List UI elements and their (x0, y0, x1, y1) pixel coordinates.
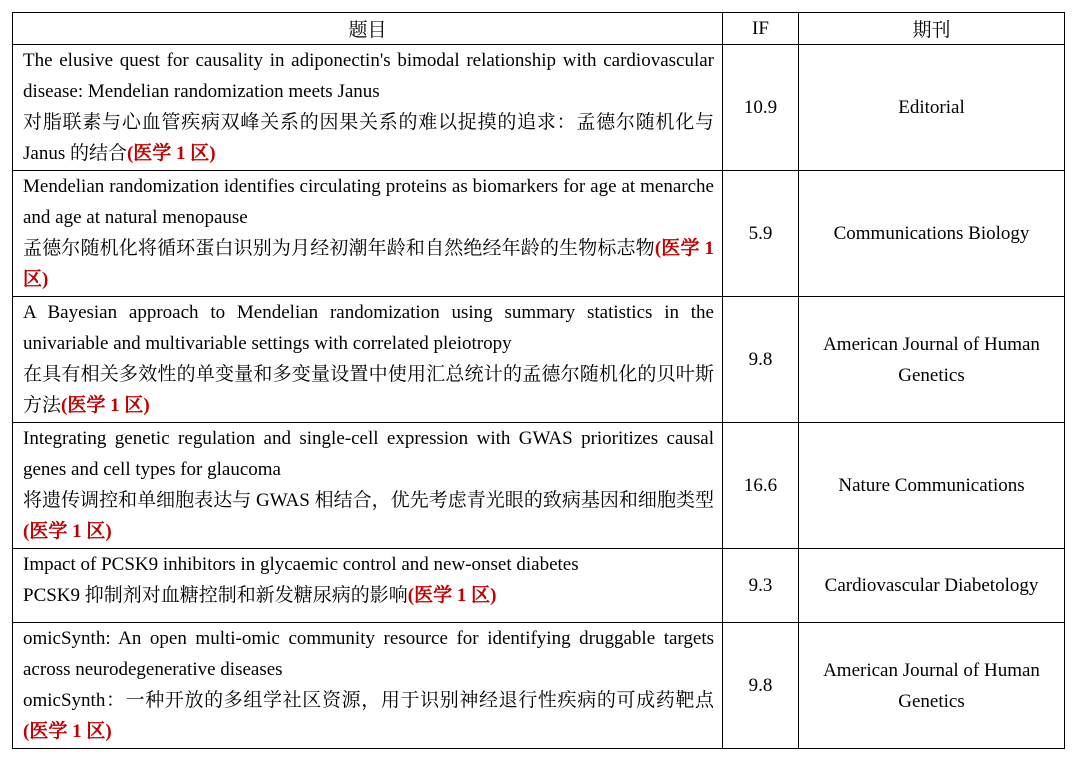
journal-name: Communications Biology (799, 171, 1065, 297)
paper-title-zh (23, 485, 714, 547)
zone-tag: (医学 1 区) (23, 521, 112, 542)
paper-title-cell (13, 171, 723, 297)
paper-title-en: Impact of PCSK9 inhibitors in glycaemic control and new-onset diabetes (23, 554, 579, 575)
table-row (13, 171, 1065, 297)
impact-factor: 9.3 (723, 549, 799, 623)
journal-name: American Journal of Human Genetics (799, 297, 1065, 423)
paper-title-zh-text: 对脂联素与心血管疾病双峰关系的因果关系的难以捉摸的追求：孟德尔随机化与 Janus 的结合 (23, 112, 714, 164)
table-row (13, 45, 1065, 171)
paper-title-en: Integrating genetic regulation and single-cell expression with GWAS prioritizes causal genes and cell types for glaucoma (23, 428, 714, 480)
paper-title-en: Mendelian randomization identifies circulating proteins as biomarkers for age at menarche and age at natural menopause (23, 176, 714, 228)
table-row (13, 623, 1065, 749)
table-header-row (13, 13, 1065, 45)
table-row (13, 549, 1065, 623)
header-if: IF (723, 13, 799, 45)
paper-title-zh-text: PCSK9 抑制剂对血糖控制和新发糖尿病的影响 (23, 585, 408, 606)
journal-name: Nature Communications (799, 423, 1065, 549)
journal-name: Editorial (799, 45, 1065, 171)
zone-tag: (医学 1 区) (407, 585, 497, 606)
paper-title-zh (23, 580, 714, 611)
impact-factor: 10.9 (723, 45, 799, 171)
paper-title-zh-text: omicSynth：一种开放的多组学社区资源，用于识别神经退行性疾病的可成药靶点 (23, 690, 714, 711)
zone-tag: (医学 1 区) (61, 395, 150, 416)
paper-title-zh-text: 将遗传调控和单细胞表达与 GWAS 相结合，优先考虑青光眼的致病基因和细胞类型 (23, 490, 714, 511)
paper-title-zh (23, 233, 714, 295)
paper-list-table-container (12, 12, 1065, 749)
table-row (13, 297, 1065, 423)
paper-title-cell (13, 297, 723, 423)
paper-title-cell (13, 423, 723, 549)
paper-list-table (12, 12, 1065, 749)
table-row (13, 423, 1065, 549)
impact-factor: 9.8 (723, 297, 799, 423)
paper-title-en: The elusive quest for causality in adiponectin's bimodal relationship with cardiovascular disease: Mendelian randomization meets Janus (23, 50, 714, 102)
paper-title-zh-text: 孟德尔随机化将循环蛋白识别为月经初潮年龄和自然绝经年龄的生物标志物 (23, 238, 655, 259)
paper-title-en: omicSynth: An open multi-omic community resource for identifying druggable targets across neurodegenerative diseases (23, 628, 714, 680)
header-title: 题目 (13, 13, 723, 45)
impact-factor: 9.8 (723, 623, 799, 749)
paper-title-en: A Bayesian approach to Mendelian randomization using summary statistics in the univariable and multivariable settings with correlated pleiotropy (23, 302, 714, 354)
zone-tag: (医学 1 区) (23, 721, 112, 742)
journal-name: American Journal of Human Genetics (799, 623, 1065, 749)
header-journal: 期刊 (799, 13, 1065, 45)
impact-factor: 5.9 (723, 171, 799, 297)
paper-title-zh (23, 359, 714, 421)
paper-title-zh (23, 107, 714, 169)
paper-title-cell (13, 45, 723, 171)
paper-title-zh-text: 在具有相关多效性的单变量和多变量设置中使用汇总统计的孟德尔随机化的贝叶斯方法 (23, 364, 714, 416)
paper-title-cell (13, 549, 723, 623)
zone-tag: (医学 1 区) (23, 238, 714, 290)
impact-factor: 16.6 (723, 423, 799, 549)
zone-tag: (医学 1 区) (126, 143, 216, 164)
paper-title-cell (13, 623, 723, 749)
journal-name: Cardiovascular Diabetology (799, 549, 1065, 623)
paper-title-zh (23, 685, 714, 747)
